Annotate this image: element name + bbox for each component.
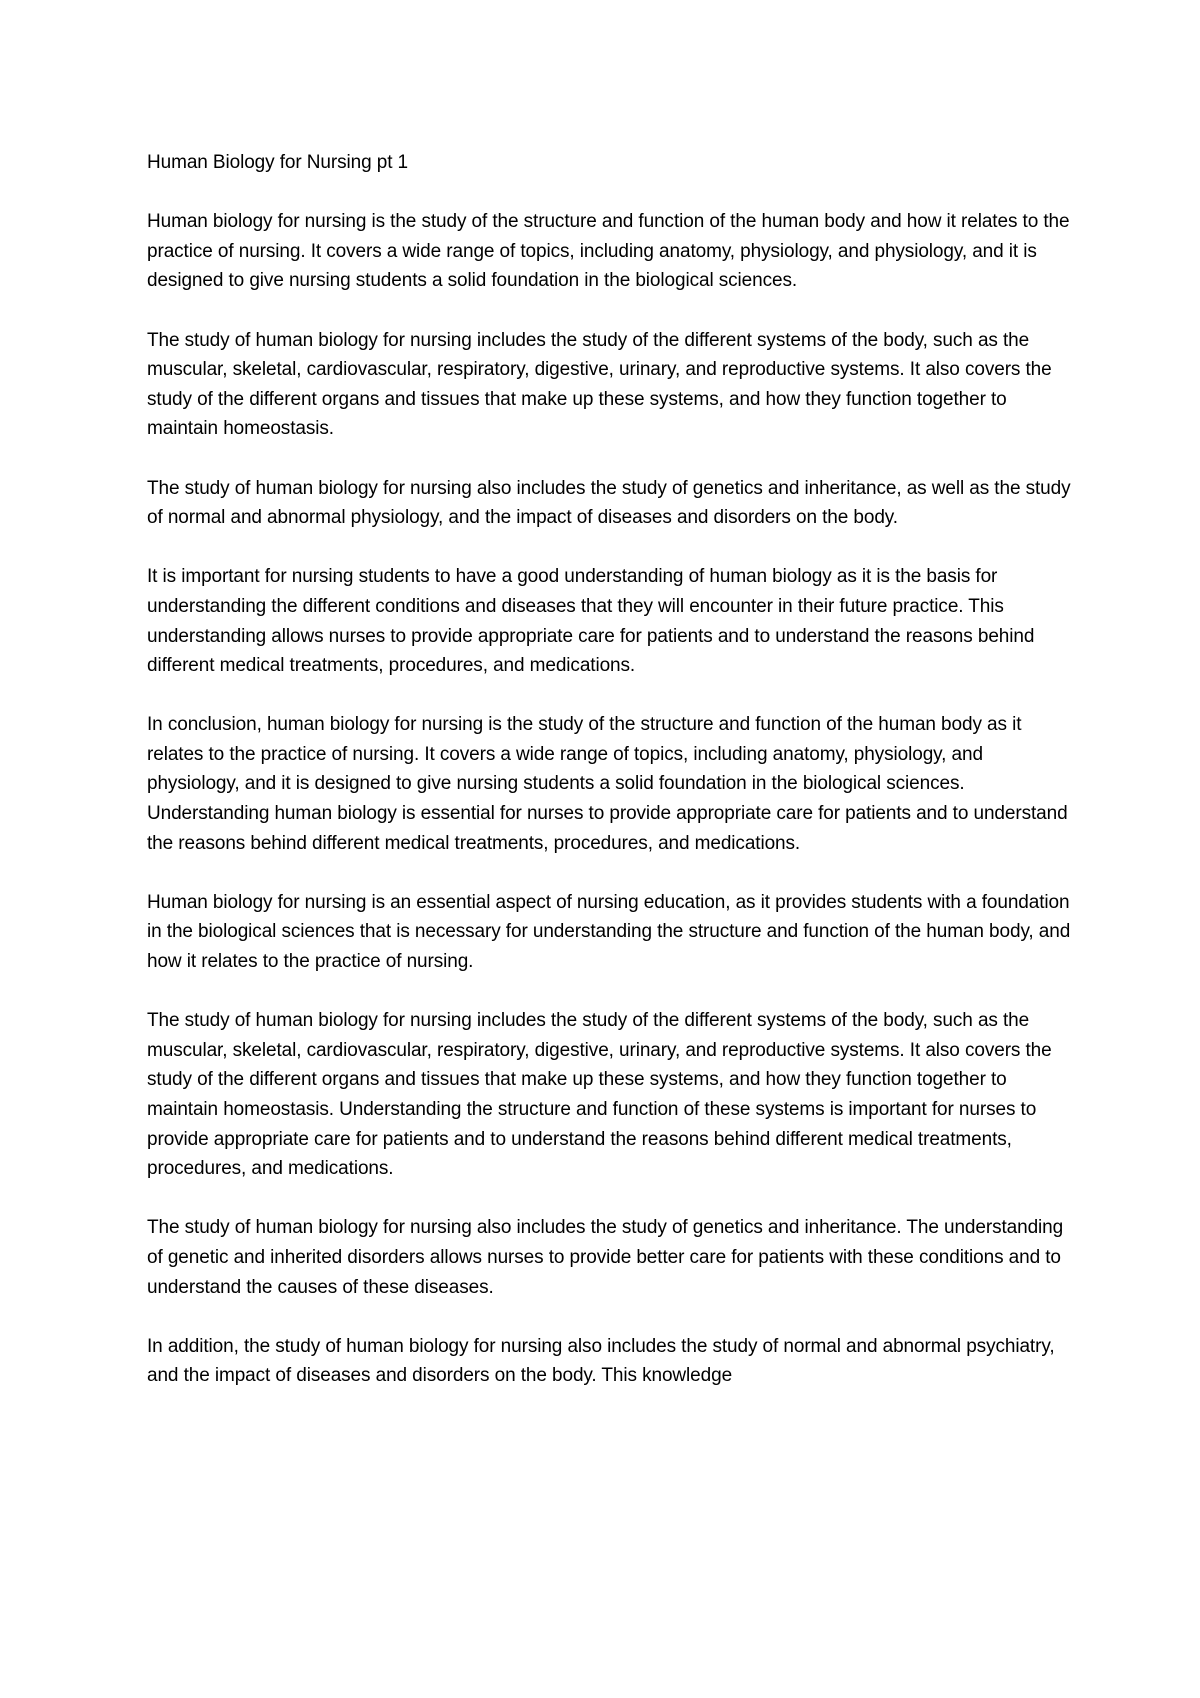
document-body — [147, 148, 1077, 1391]
paragraph: The study of human biology for nursing includes the study of the different systems of the body, such as the muscular, skeletal, cardiovascular, respiratory, digestive, urinary, and reproductive systems. It also covers the study of the different organs and tissues that make up these systems, and how they function together to maintain homeostasis. Understanding the structure and function of these systems is important for nurses to provide appropriate care for patients and to understand the reasons behind different medical treatments, procedures, and medications. — [147, 1010, 1052, 1180]
paragraph: In addition, the study of human biology for nursing also includes the study of normal and abnormal psychiatry, and the impact of diseases and disorders on the body. This knowledge — [147, 1335, 1055, 1387]
paragraph: The study of human biology for nursing also includes the study of genetics and inheritance, as well as the study of normal and abnormal physiology, and the impact of diseases and disorders on the body. — [147, 477, 1071, 529]
paragraph: Human biology for nursing is an essential aspect of nursing education, as it provides students with a foundation in the biological sciences that is necessary for understanding the structure and function of the human body, and how it relates to the practice of nursing. — [147, 891, 1071, 973]
document-title: Human Biology for Nursing pt 1 — [147, 152, 409, 173]
paragraph: It is important for nursing students to have a good understanding of human biology as it is the basis for understanding the different conditions and diseases that they will encounter in their future practice. This understanding allows nurses to provide appropriate care for patients and to understand the reasons behind different medical treatments, procedures, and medications. — [147, 566, 1035, 677]
paragraph: In conclusion, human biology for nursing is the study of the structure and function of the human body as it relates to the practice of nursing. It covers a wide range of topics, including anatomy, physiology, and physiology, and it is designed to give nursing students a solid foundation in the biological sciences. Understanding human biology is essential for nurses to provide appropriate care for patients and to understand the reasons behind different medical treatments, procedures, and medications. — [147, 714, 1068, 854]
paragraph: The study of human biology for nursing includes the study of the different systems of the body, such as the muscular, skeletal, cardiovascular, respiratory, digestive, urinary, and reproductive systems. It also covers the study of the different organs and tissues that make up these systems, and how they function together to maintain homeostasis. — [147, 329, 1052, 440]
paragraph: Human biology for nursing is the study of the structure and function of the human body and how it relates to the practice of nursing. It covers a wide range of topics, including anatomy, physiology, and physiology, and it is designed to give nursing students a solid foundation in the biological sciences. — [147, 211, 1070, 292]
paragraph: The study of human biology for nursing also includes the study of genetics and inheritance. The understanding of genetic and inherited disorders allows nurses to provide better care for patients with these conditions and to understand the causes of these diseases. — [147, 1217, 1064, 1298]
